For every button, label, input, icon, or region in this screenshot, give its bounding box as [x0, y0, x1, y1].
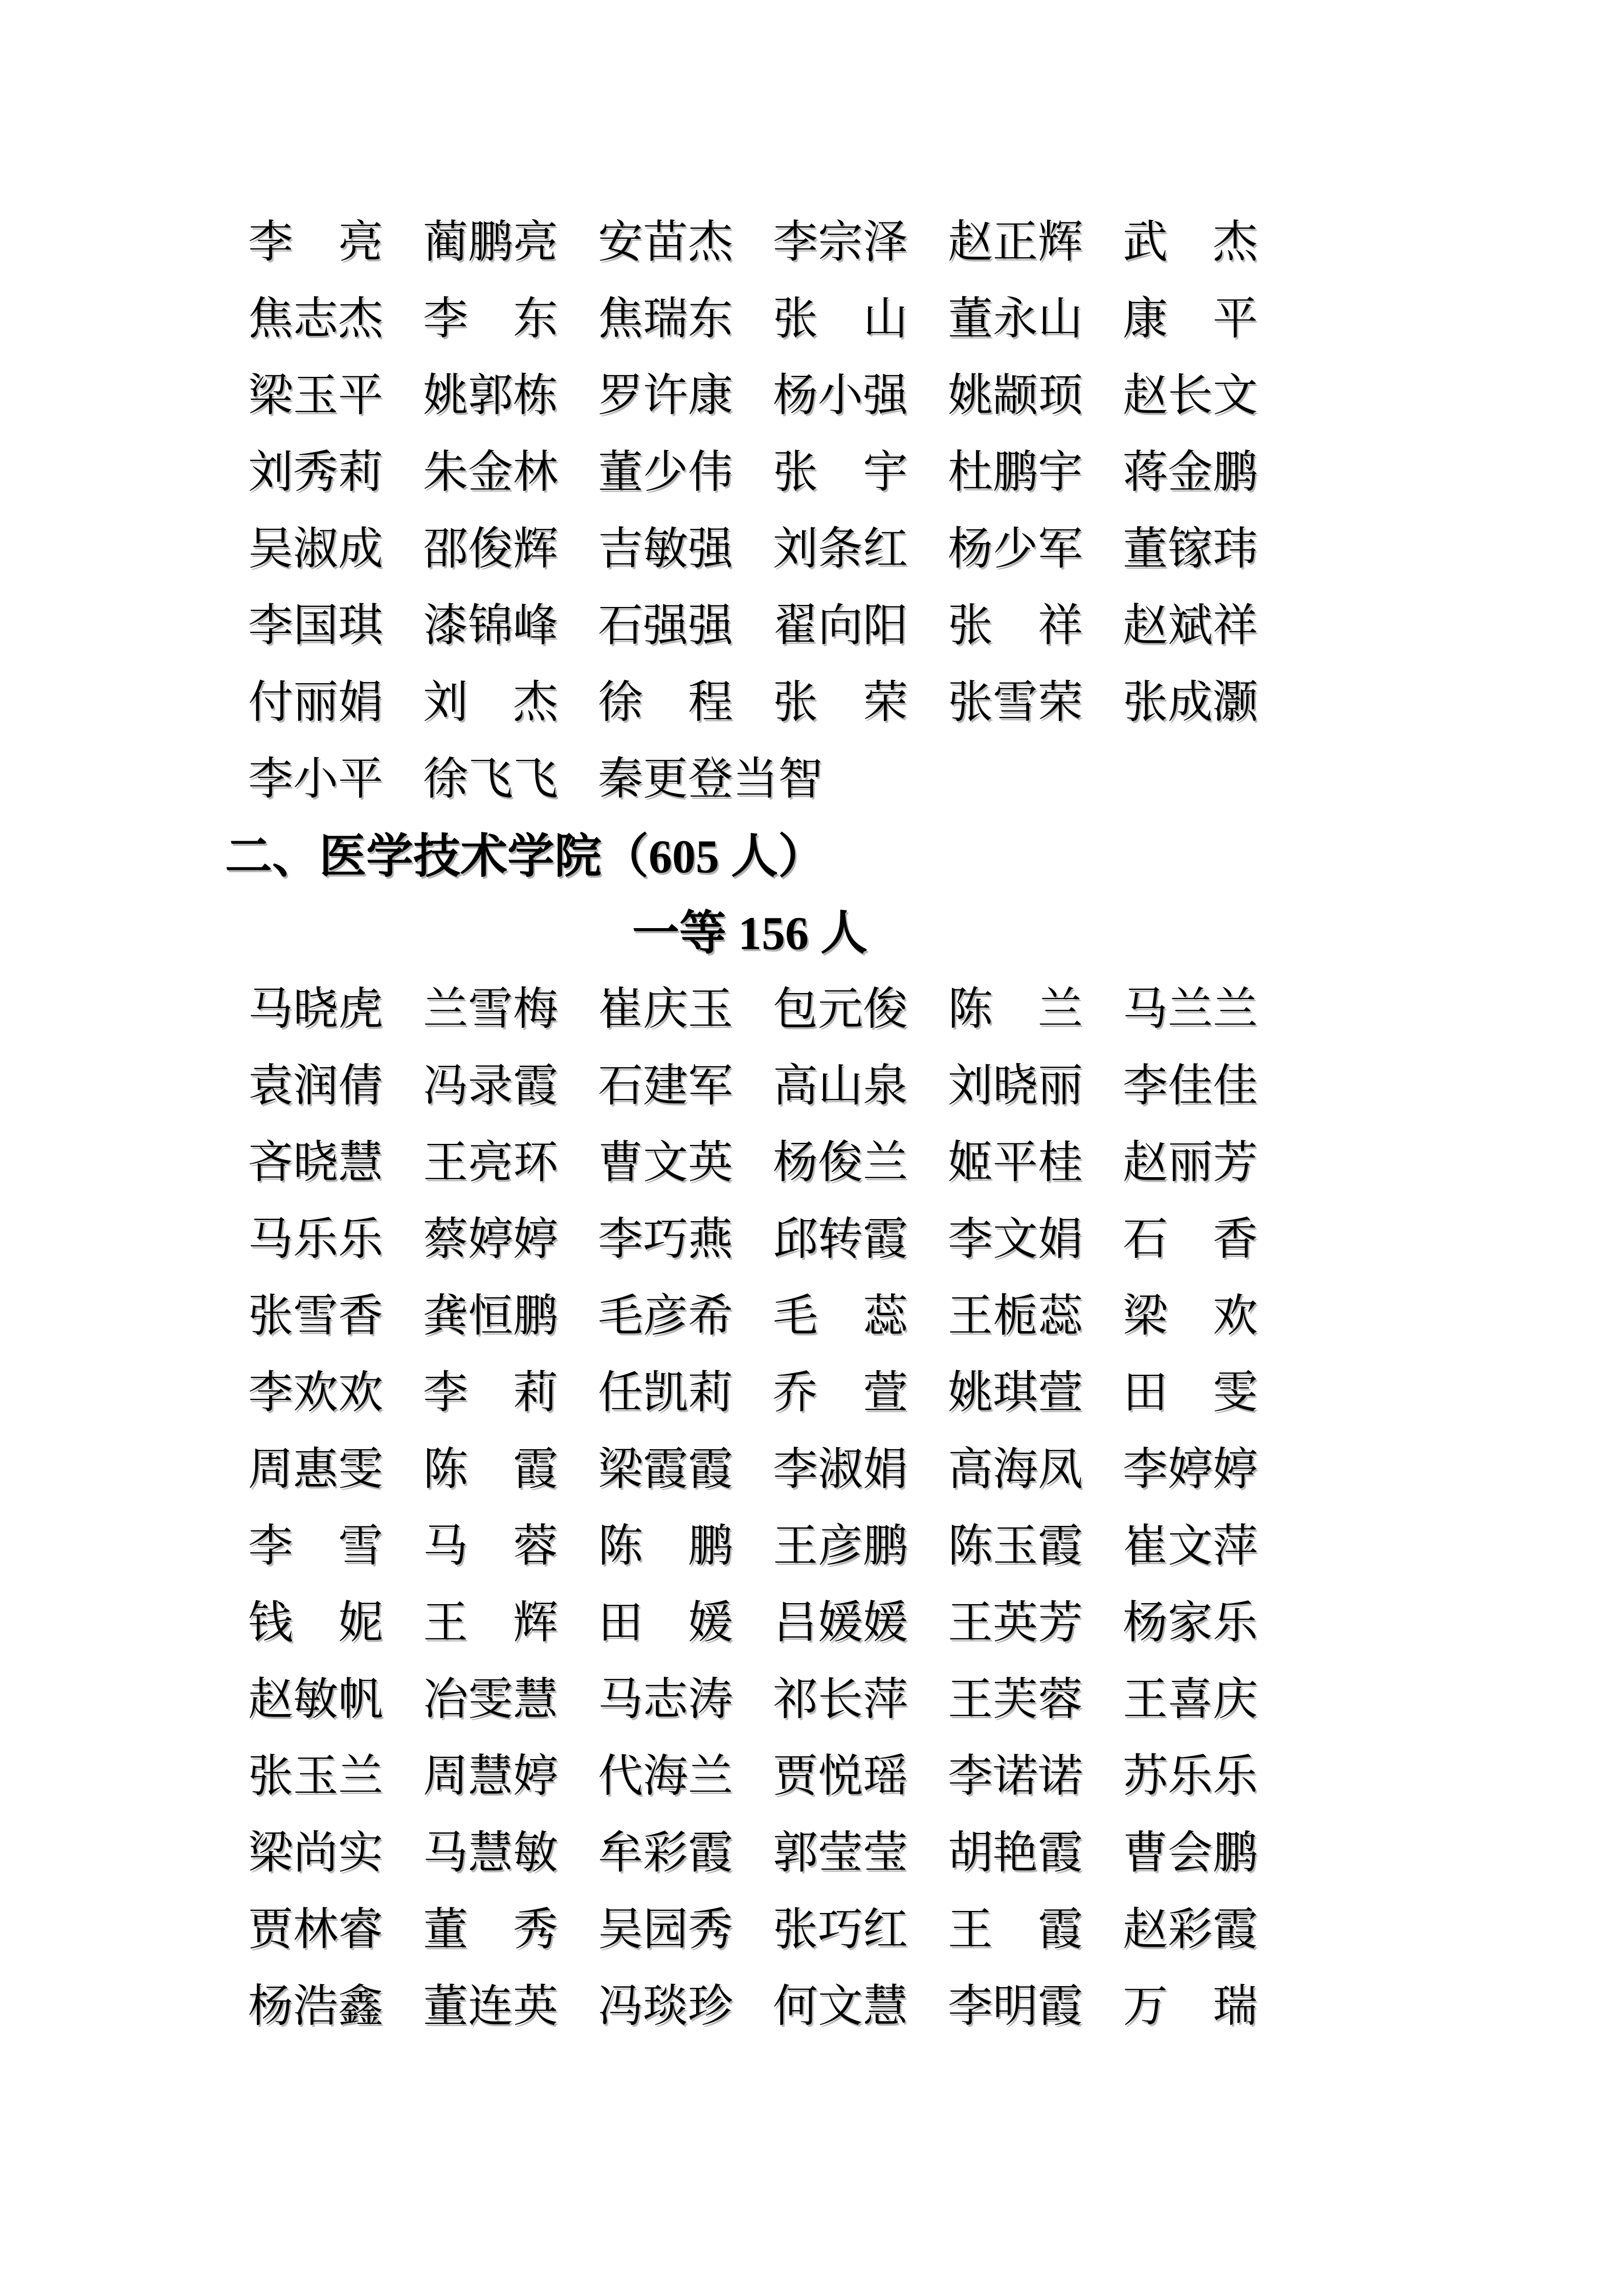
student-name: 吴淑成 [248, 525, 384, 574]
tier-heading: 一等 156 人 [632, 907, 867, 959]
student-name: 兰雪梅 [423, 985, 559, 1034]
student-name: 邵俊辉 [423, 525, 559, 574]
student-name: 梁尚实 [248, 1829, 384, 1878]
student-name: 李小平 [248, 755, 384, 804]
student-name: 李巧燕 [598, 1215, 733, 1265]
section-heading-line [225, 818, 1327, 895]
student-name: 陈玉霞 [948, 1522, 1083, 1571]
student-name: 高山泉 [773, 1062, 908, 1111]
name-row [225, 1892, 1327, 1969]
student-name: 吴园秀 [598, 1905, 733, 1955]
student-name: 刘 杰 [423, 678, 559, 728]
student-name: 刘秀莉 [248, 448, 384, 498]
student-name: 李文娟 [948, 1215, 1083, 1265]
student-name: 李 东 [423, 295, 559, 344]
student-name: 杨浩鑫 [248, 1982, 384, 2032]
student-name: 王喜庆 [1123, 1675, 1258, 1725]
student-name: 万 瑞 [1123, 1982, 1258, 2032]
student-name: 毛 蕊 [773, 1292, 908, 1341]
student-name: 王芙蓉 [948, 1675, 1083, 1725]
student-name: 杨少军 [948, 525, 1083, 574]
student-name: 贾悦瑶 [773, 1752, 908, 1802]
name-row [225, 972, 1327, 1048]
name-row [225, 1355, 1327, 1432]
student-name: 董 秀 [423, 1905, 559, 1955]
student-name: 王彦鹏 [773, 1522, 908, 1571]
student-name: 姚郭栋 [423, 371, 559, 421]
name-row [225, 1278, 1327, 1355]
student-name: 姚琪萱 [948, 1368, 1083, 1418]
student-name: 任凯莉 [598, 1368, 733, 1418]
student-name: 石强强 [598, 601, 733, 651]
student-name: 陈 鹏 [598, 1522, 733, 1571]
student-name: 曹文英 [598, 1138, 733, 1188]
student-name: 杨家乐 [1123, 1599, 1258, 1648]
student-name: 李欢欢 [248, 1368, 384, 1418]
student-name: 王 霞 [948, 1905, 1083, 1955]
student-name: 杜鹏宇 [948, 448, 1083, 498]
student-name: 苏乐乐 [1123, 1752, 1258, 1802]
student-name: 张成灏 [1123, 678, 1258, 728]
student-name: 朱金林 [423, 448, 559, 498]
student-name: 赵斌祥 [1123, 601, 1258, 651]
student-name: 梁霞霞 [598, 1445, 733, 1495]
student-name: 何文慧 [773, 1982, 908, 2032]
name-row [225, 665, 1327, 741]
student-name: 王栀蕊 [948, 1292, 1083, 1341]
student-name: 李诺诺 [948, 1752, 1083, 1802]
student-name: 冯录霞 [423, 1062, 559, 1111]
name-row [225, 1815, 1327, 1892]
student-name: 赵彩霞 [1123, 1905, 1258, 1955]
student-name: 曹会鹏 [1123, 1829, 1258, 1878]
student-name: 郭莹莹 [773, 1829, 908, 1878]
student-name: 张雪香 [248, 1292, 384, 1341]
student-name: 代海兰 [598, 1752, 733, 1802]
student-name: 冯琰珍 [598, 1982, 733, 2032]
student-name: 赵丽芳 [1123, 1138, 1258, 1188]
student-name: 马乐乐 [248, 1215, 384, 1265]
student-name: 赵长文 [1123, 371, 1258, 421]
student-name: 袁润倩 [248, 1062, 384, 1111]
student-name: 李 亮 [248, 218, 384, 267]
student-name: 赵敏帆 [248, 1675, 384, 1725]
student-name: 李 雪 [248, 1522, 384, 1571]
student-name: 蔺鹏亮 [423, 218, 559, 267]
student-name: 邱转霞 [773, 1215, 908, 1265]
student-name: 蒋金鹏 [1123, 448, 1258, 498]
student-name: 牟彩霞 [598, 1829, 733, 1878]
student-name: 王英芳 [948, 1599, 1083, 1648]
student-name: 马 蓉 [423, 1522, 559, 1571]
student-name: 吕媛媛 [773, 1599, 908, 1648]
student-name: 蔡婷婷 [423, 1215, 559, 1265]
student-name: 赵正辉 [948, 218, 1083, 267]
student-name: 崔文萍 [1123, 1522, 1258, 1571]
student-name: 田 雯 [1123, 1368, 1258, 1418]
tier-heading-line [225, 895, 1275, 972]
student-name: 张雪荣 [948, 678, 1083, 728]
section-heading: 二、医学技术学院（605 人） [225, 830, 826, 883]
student-name: 毛彦希 [598, 1292, 733, 1341]
student-name: 马兰兰 [1123, 985, 1258, 1034]
student-name: 张 宇 [773, 448, 908, 498]
name-row [225, 511, 1327, 588]
student-name: 姚颛顼 [948, 371, 1083, 421]
name-row [225, 435, 1327, 511]
name-row [225, 358, 1327, 435]
student-name: 张 荣 [773, 678, 908, 728]
student-name: 刘条红 [773, 525, 908, 574]
student-name: 姬平桂 [948, 1138, 1083, 1188]
student-name: 董镓玮 [1123, 525, 1258, 574]
student-name: 高海凤 [948, 1445, 1083, 1495]
student-name: 付丽娟 [248, 678, 384, 728]
student-name: 李明霞 [948, 1982, 1083, 2032]
student-name: 张玉兰 [248, 1752, 384, 1802]
name-row [225, 741, 1327, 818]
student-name: 杨小强 [773, 371, 908, 421]
student-name: 周慧婷 [423, 1752, 559, 1802]
student-name: 崔庆玉 [598, 985, 733, 1034]
student-name: 徐 程 [598, 678, 733, 728]
student-name: 张 祥 [948, 601, 1083, 651]
student-name: 张巧红 [773, 1905, 908, 1955]
student-name: 石 香 [1123, 1215, 1258, 1265]
student-name: 冶雯慧 [423, 1675, 559, 1725]
student-name: 祁长萍 [773, 1675, 908, 1725]
name-row [225, 1739, 1327, 1815]
student-name: 杨俊兰 [773, 1138, 908, 1188]
student-name: 吉敏强 [598, 525, 733, 574]
student-name: 张 山 [773, 295, 908, 344]
name-row [225, 281, 1327, 358]
name-row [225, 1585, 1327, 1662]
student-name: 吝晓慧 [248, 1138, 384, 1188]
name-row [225, 1969, 1327, 2045]
student-name: 康 平 [1123, 295, 1258, 344]
name-row [225, 1662, 1327, 1739]
student-name: 武 杰 [1123, 218, 1258, 267]
student-name: 陈 霞 [423, 1445, 559, 1495]
student-name: 王亮环 [423, 1138, 559, 1188]
section1-names-grid [225, 205, 1327, 818]
student-name: 李宗泽 [773, 218, 908, 267]
name-row [225, 588, 1327, 665]
student-name: 董少伟 [598, 448, 733, 498]
student-name: 李 莉 [423, 1368, 559, 1418]
name-row [225, 1432, 1327, 1509]
student-name: 石建军 [598, 1062, 733, 1111]
student-name: 李淑娟 [773, 1445, 908, 1495]
student-name: 贾林睿 [248, 1905, 384, 1955]
student-name: 焦志杰 [248, 295, 384, 344]
student-name: 漆锦峰 [423, 601, 559, 651]
student-name: 周惠雯 [248, 1445, 384, 1495]
student-name: 龚恒鹏 [423, 1292, 559, 1341]
student-name: 钱 妮 [248, 1599, 384, 1648]
student-name: 罗许康 [598, 371, 733, 421]
student-name: 马晓虎 [248, 985, 384, 1034]
student-name: 徐飞飞 [423, 755, 559, 804]
student-name: 梁 欢 [1123, 1292, 1258, 1341]
name-row [225, 1125, 1327, 1202]
student-name: 刘晓丽 [948, 1062, 1083, 1111]
student-name: 王 辉 [423, 1599, 559, 1648]
student-name: 马慧敏 [423, 1829, 559, 1878]
student-name: 焦瑞东 [598, 295, 733, 344]
student-name: 胡艳霞 [948, 1829, 1083, 1878]
student-name: 梁玉平 [248, 371, 384, 421]
student-name: 李婷婷 [1123, 1445, 1258, 1495]
student-name: 陈 兰 [948, 985, 1083, 1034]
student-name: 包元俊 [773, 985, 908, 1034]
student-name: 秦更登当智 [598, 755, 824, 804]
student-name: 李国琪 [248, 601, 384, 651]
name-row [225, 1509, 1327, 1585]
student-name: 乔 萱 [773, 1368, 908, 1418]
student-name: 董永山 [948, 295, 1083, 344]
student-name: 田 媛 [598, 1599, 733, 1648]
name-row [225, 205, 1327, 281]
student-name: 马志涛 [598, 1675, 733, 1725]
student-name: 安苗杰 [598, 218, 733, 267]
student-name: 董连英 [423, 1982, 559, 2032]
student-name: 李佳佳 [1123, 1062, 1258, 1111]
student-name: 翟向阳 [773, 601, 908, 651]
name-row [225, 1048, 1327, 1125]
name-row [225, 1202, 1327, 1278]
section2-names-grid [225, 972, 1327, 2045]
